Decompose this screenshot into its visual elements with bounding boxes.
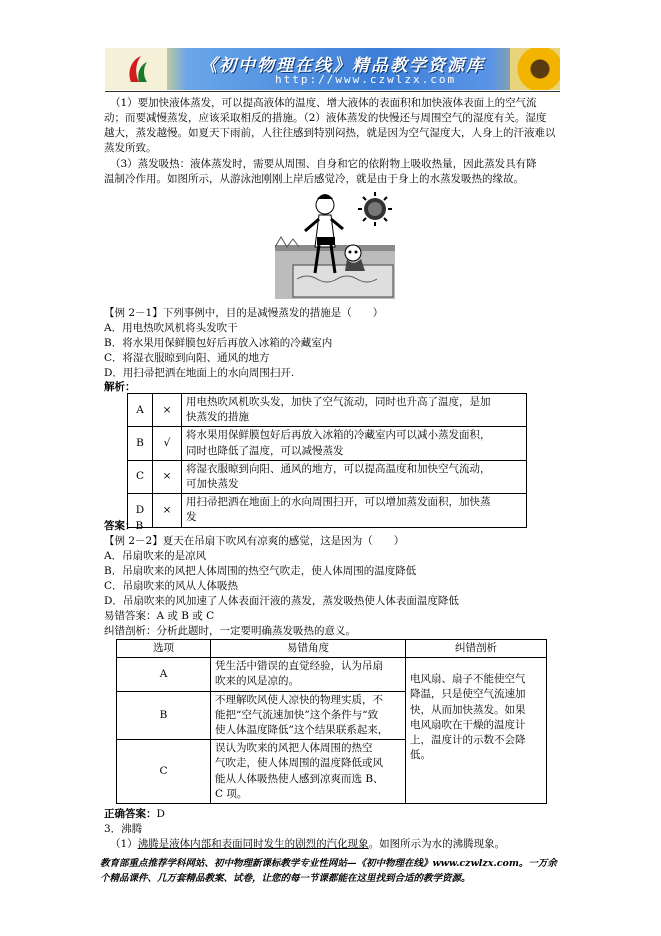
footer-promo: 教育部重点推荐学科网站、初中物理新课标教学专业性网站—《初中物理在线》www.czwlzx.com。一万余个精品课件、几万套精品教案、试卷，让您的每一节课都能在这里找到合适的教学资源。: [100, 858, 557, 884]
table-row: [128, 460, 527, 493]
header-divider: [105, 91, 560, 92]
row-error-angle: 误认为吹来的风把人体周围的热空 气吹走，使人体周围的温度降低或风 能从人体吸热使人感到凉爽而选 B、 C 项。: [211, 740, 406, 804]
row-letter: D: [128, 494, 153, 527]
paragraph-line: 蒸发所致。: [104, 142, 157, 154]
site-logo: [105, 48, 167, 90]
table-row: [128, 427, 527, 460]
logo-mark-icon: [125, 54, 151, 84]
row-explanation: 将湿衣服晾到向阳、通风的地方，可以提高温度和加快空气流动， 可加快蒸发: [182, 460, 527, 493]
row-mark: ×: [153, 394, 182, 427]
row-explanation: 将水果用保鲜膜包好后再放入冰箱的冷藏室内可以减小蒸发面积， 同时也降低了温度，可以减慢蒸发: [182, 427, 527, 460]
row-letter: A: [128, 394, 153, 427]
header-banner: [105, 48, 560, 90]
option-d: D．用扫帚把洒在地面上的水向周围扫开.: [104, 367, 295, 379]
row-letter: C: [117, 740, 211, 804]
row-mark: ×: [153, 460, 182, 493]
option-c: C．将湿衣服晾到向阳、通风的地方: [104, 352, 270, 364]
paragraph-line: 温制冷作用。如图所示，从游泳池刚刚上岸后感觉冷，就是由于身上的水蒸发吸热的缘故。: [104, 173, 524, 185]
option-a: A．用电热吹风机将头发吹干: [104, 322, 238, 334]
example1-question: 【例 2－1】下列事例中，目的是减慢蒸发的措施是（ ）: [104, 307, 384, 319]
option-a: A．吊扇吹来的是凉风: [104, 550, 207, 562]
header-error-angle: 易错角度: [211, 640, 406, 658]
swimmer-cold-illustration: [275, 187, 395, 299]
paragraph-line: （3）蒸发吸热：液体蒸发时，需要从周围、自身和它的依附物上吸收热量，因此蒸发具有降: [110, 158, 537, 170]
option-c: C．吊扇吹来的风从人体吸热: [104, 580, 239, 592]
analysis-table: [127, 393, 527, 528]
row-letter: A: [117, 658, 211, 691]
wrong-answer: 易错答案：A 或 B 或 C: [104, 610, 215, 622]
paragraph-line: （1）要加快液体蒸发，可以提高液体的温度、增大液体的表面积和加快液体表面上的空气流: [110, 97, 537, 109]
sunflower-icon: [510, 48, 560, 90]
row-letter: B: [128, 427, 153, 460]
header-option: 选项: [117, 640, 211, 658]
table-row: [128, 494, 527, 527]
row-letter: C: [128, 460, 153, 493]
section-heading: 3．沸腾: [104, 823, 143, 835]
table-row: [117, 658, 547, 691]
banner-title: 《初中物理在线》精品教学资源库: [200, 56, 485, 76]
table-header-row: [117, 640, 547, 658]
answer-line: 答案：B: [104, 520, 144, 532]
banner-url: http://www.czwlzx.com: [275, 73, 457, 86]
row-explanation: 用扫帚把洒在地面上的水向周围扫开，可以增加蒸发面积，加快蒸 发: [182, 494, 527, 527]
row-error-angle: 凭生活中错误的直觉经验，认为吊扇 吹来的风是凉的。: [211, 658, 406, 691]
analysis-label: 解析：: [104, 381, 136, 393]
option-d: D．吊扇吹来的风加速了人体表面汗液的蒸发，蒸发吸热使人体表面温度降低: [104, 595, 459, 607]
row-error-angle: 不理解吹风使人凉快的物理实质，不 能把“空气流速加快”这个条件与“致 使人体温度降低”这个结果联系起来，: [211, 691, 406, 740]
header-correction: 纠错剖析: [406, 640, 547, 658]
correction-cell: 电风扇、扇子不能使空气 降温，只是使空气流速加 快，从而加快蒸发。如果 电风扇吹在干燥的温度计 上，温度计的示数不会降 低。: [406, 658, 547, 804]
error-analysis-table: [116, 639, 547, 804]
row-letter: B: [117, 691, 211, 740]
row-mark: ×: [153, 494, 182, 527]
paragraph-line: 越大，蒸发越慢。如夏天下雨前，人往往感到特别闷热，就是因为空气湿度大，人身上的汗液难以: [104, 127, 556, 139]
correct-answer-line: 正确答案：D: [104, 808, 165, 820]
error-analysis: 纠错剖析：分析此题时，一定要明确蒸发吸热的意义。: [104, 625, 356, 637]
row-mark: √: [153, 427, 182, 460]
section-line: （1）沸腾是液体内部和表面同时发生的剧烈的汽化现象。如图所示为水的沸腾现象。: [110, 838, 506, 850]
option-b: B．将水果用保鲜膜包好后再放入冰箱的冷藏室内: [104, 337, 333, 349]
option-b: B．吊扇吹来的风把人体周围的热空气吹走，使人体周围的温度降低: [104, 565, 417, 577]
example2-question: 【例 2－2】夏天在吊扇下吹风有凉爽的感觉，这是因为（ ）: [104, 535, 405, 547]
row-explanation: 用电热吹风机吹头发，加快了空气流动，同时也升高了温度，是加 快蒸发的措施: [182, 394, 527, 427]
table-row: [128, 394, 527, 427]
paragraph-line: 动；而要减慢蒸发，应该采取相反的措施。（2）液体蒸发的快慢还与周围空气的湿度有关。湿度: [104, 112, 547, 124]
